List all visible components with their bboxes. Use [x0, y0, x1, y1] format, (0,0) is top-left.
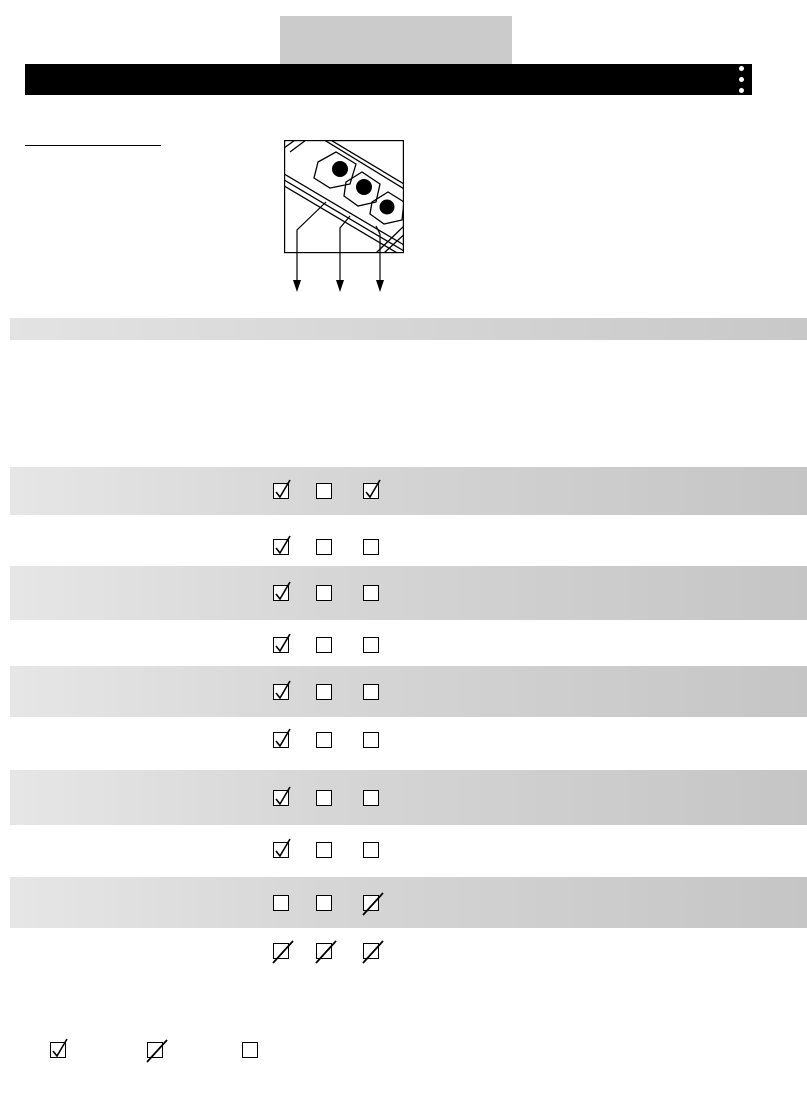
empty-checkbox[interactable] [316, 684, 332, 700]
empty-checkbox[interactable] [316, 895, 332, 911]
connector-ports-icon [284, 140, 404, 295]
checked-checkbox[interactable] [273, 483, 289, 499]
port-dot [332, 161, 348, 177]
checked-checkbox[interactable] [273, 539, 289, 555]
empty-checkbox[interactable] [363, 790, 379, 806]
checked-checkbox[interactable] [273, 684, 289, 700]
table-row [10, 723, 807, 757]
title-bar [25, 64, 752, 95]
empty-checkbox[interactable] [316, 637, 332, 653]
table-row [10, 566, 807, 620]
empty-checkbox[interactable] [316, 732, 332, 748]
port-dot [380, 200, 395, 215]
checked-checkbox[interactable] [273, 637, 289, 653]
table-row [10, 467, 807, 515]
empty-checkbox[interactable] [363, 637, 379, 653]
empty-checkbox[interactable] [316, 790, 332, 806]
empty-checkbox[interactable] [316, 539, 332, 555]
empty-checkbox[interactable] [273, 895, 289, 911]
table-row [10, 628, 807, 662]
empty-checkbox[interactable] [363, 732, 379, 748]
not-applicable-checkbox[interactable] [363, 943, 379, 959]
empty-checkbox[interactable] [363, 684, 379, 700]
empty-checkbox[interactable] [363, 585, 379, 601]
section-band [10, 318, 807, 340]
checked-checkbox[interactable] [363, 483, 379, 499]
not-applicable-checkbox[interactable] [363, 895, 379, 911]
vertical-dots-icon[interactable] [738, 66, 746, 94]
legend-check-icon [50, 1042, 66, 1058]
checked-checkbox[interactable] [273, 842, 289, 858]
table-row [10, 770, 807, 825]
not-applicable-checkbox[interactable] [316, 943, 332, 959]
table-row [10, 833, 807, 867]
section-heading-underline [25, 145, 161, 146]
empty-checkbox[interactable] [316, 483, 332, 499]
not-applicable-checkbox[interactable] [273, 943, 289, 959]
checked-checkbox[interactable] [273, 585, 289, 601]
port-dot [356, 179, 372, 195]
table-row [10, 666, 807, 717]
legend-slash-icon [147, 1042, 163, 1058]
empty-checkbox[interactable] [363, 842, 379, 858]
checked-checkbox[interactable] [273, 732, 289, 748]
checked-checkbox[interactable] [273, 790, 289, 806]
table-row [10, 877, 807, 928]
legend-empty-icon [242, 1042, 258, 1058]
table-row [10, 934, 807, 968]
legend [0, 1040, 807, 1064]
empty-checkbox[interactable] [316, 585, 332, 601]
header-tab [280, 16, 512, 64]
empty-checkbox[interactable] [363, 539, 379, 555]
empty-checkbox[interactable] [316, 842, 332, 858]
table-row [10, 530, 807, 564]
